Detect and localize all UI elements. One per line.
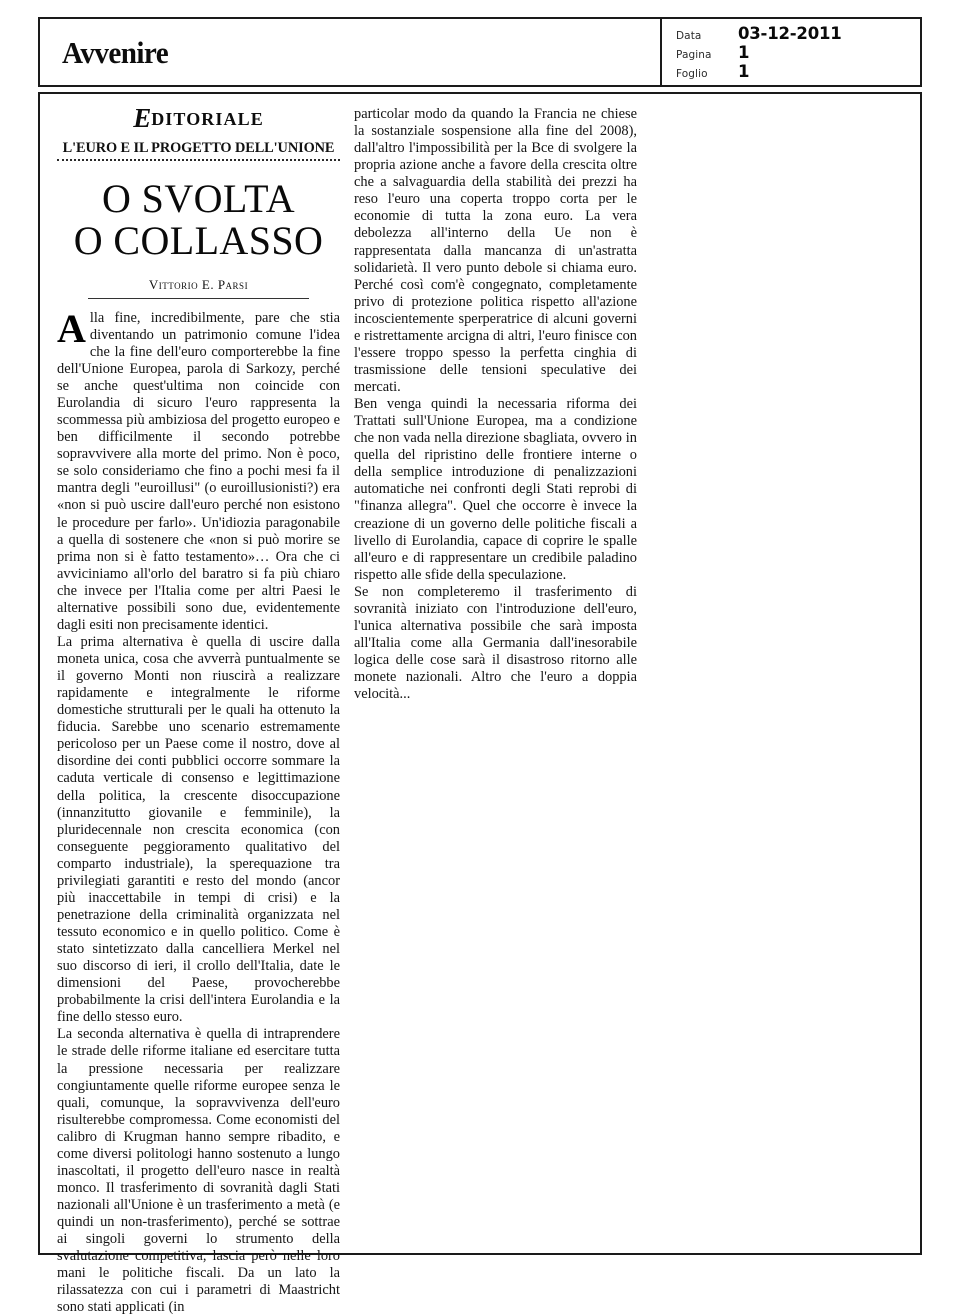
article-headline bbox=[57, 178, 340, 263]
paragraph-right-3: Se non completeremo il trasferimento di sovranità iniziato con l'introduzione dell'euro, l'unica alternativa possibile che sarà imposta all'Italia come alla Germania dall'inesorabile logica delle cose sarà il disastroso ritorno alle monete nazionali. Altro che l'euro a doppia velocità... bbox=[354, 583, 637, 703]
paragraph-right-1: particolar modo da quando la Francia ne chiese la sostanziale sospensione alla fine del 2008), dall'altro l'impossibilità per la Bce di svolgere la propria azione anche a favore della crescita oltre che a salvaguardia della stabilità dei prezzi ha reso l'euro una coperta troppo corta per le economie di tutta la zona euro. La vera debolezza all'interno della Ue non è rappresentata dalla mancanza di un'astratta solidarietà. Il vero punto debole si chiama euro. Perché così com'è congegnato, completamente privo di protezione politica rispetto all'azione incoscientemente sperperatrice di alcuni governi e ristrettamente arcigna di altri, l'euro finisce con l'essere troppo spesso la perfetta cinghia di trasmissione delle tensioni speculative dei mercati. bbox=[354, 106, 637, 395]
headline-line-1: O SVOLTA bbox=[102, 176, 295, 221]
metadata-label-pagina: Pagina bbox=[676, 48, 712, 61]
kicker-divider bbox=[57, 159, 340, 164]
paragraph-intro bbox=[57, 305, 340, 634]
metadata-label-data: Data bbox=[676, 29, 702, 42]
paragraph-left-3: La seconda alternativa è quella di intraprendere le strade delle riforme italiane ed esercitare tutta la pressione necessaria per realizzare congiuntamente quelle riforme europee senza le quali, comunque, la sopravvivenza dell'euro risulterebbe compromessa. Come economisti del calibro di Krugman hanno sempre ribadito, e come diversi politologi hanno sostenuto a lungo inascoltati, il progetto dell'euro nasce in realtà monco. Il trasferimento di sovranità dagli Stati nazionali all'Unione è un trasferimento a metà (e quindi un non-trasferimento), perché se sottrae ai singoli governi lo strumento della svalutazione competitiva, lascia però nelle loro mani le politiche fiscali. Da un lato la rilassatezza con cui i parametri di Maastricht sono stati applicati (in bbox=[57, 1026, 340, 1316]
metadata-value-data: 03-12-2011 bbox=[738, 23, 842, 43]
paragraph-left-2: La prima alternativa è quella di uscire dalla moneta unica, cosa che avverrà puntualmente se il governo Monti non riuscirà a realizzare rapidamente e integralmente le riforme domestiche strutturali per le quali ha ottenuto la fiducia. Sarebbe uno scenario estremamente pericoloso per un Paese come il nostro, dove al disordine dei conti pubblici occorre sommare la caduta verticale di consenso e legittimazione della politica, la crescente disoccupazione (innanzitutto giovanile e femminile), la pluridecennale non crescita economica (con conseguente peggioramento qualitativo del comparto industriale), la sperequazione tra privilegiati garantiti e resto del mondo (ancor più inaccettabile in tempi di crisi) e la penetrazione della criminalità organizzata nel tessuto economico e in quello politico. Come è stato sintetizzato dalla cancelliera Merkel nel suo discorso di ieri, il crollo dell'Italia, date le dimensioni del Paese, provocherebbe probabilmente la crisi dell'intera Eurolandia e la fine dello stesso euro. bbox=[57, 633, 340, 1026]
column-left bbox=[57, 100, 340, 1316]
byline-divider bbox=[88, 298, 309, 299]
editorial-label bbox=[133, 103, 264, 133]
metadata-row-pagina bbox=[676, 43, 920, 62]
editorial-label-rest: DITORIALE bbox=[151, 109, 264, 129]
metadata-value-foglio: 1 bbox=[738, 61, 750, 81]
article-byline: Vittorio E. Parsi bbox=[148, 276, 249, 292]
metadata-box bbox=[660, 17, 922, 87]
drop-cap: A bbox=[57, 305, 86, 351]
headline-line-2: O COLLASSO bbox=[73, 218, 324, 264]
editorial-label-wrap bbox=[57, 103, 340, 133]
metadata-row-foglio bbox=[676, 62, 920, 81]
masthead-box bbox=[38, 17, 660, 87]
article-body-right bbox=[354, 106, 637, 703]
metadata-row-data bbox=[676, 24, 920, 43]
paragraph-intro-text: lla fine, incredibilmente, pare che stia diventando un patrimonio comune l'idea che la fine dell'euro comporterebbe la fine dell'Unione Europea, parola di Sarkozy, perché se anche quest'ultima non coincide con Eurolandia di sicuro l'euro rappresenta la scommessa più ambiziosa del progetto europeo e ben difficilmente il secondo potrebbe sopravvivere alla morte del primo. Non è poco, se solo consideriamo che fino a pochi mesi fa il mantra degli "euroillusi" (o euroillusionisti?) era «non si può uscire dall'euro perché non esistono le procedure per farlo». Un'idiozia paragonabile a quella di sostenere che «non si può morire se prima non si è fatto testamento»… Ora che ci avviciniamo all'orlo del baratro si fa più chiaro che invece per l'Italia come per altri Paesi le alternative possibili sono due, evidentemente dagli esiti non precisamente identici. bbox=[57, 309, 340, 633]
metadata-label-foglio: Foglio bbox=[676, 67, 708, 80]
editorial-label-initial: E bbox=[133, 103, 152, 133]
article-frame bbox=[38, 92, 922, 1316]
clipping-header bbox=[38, 17, 922, 87]
newspaper-masthead: Avvenire bbox=[62, 34, 169, 70]
paragraph-right-2: Ben venga quindi la necessaria riforma dei Trattati sull'Unione Europea, ma a condizione che non vada nella direzione sbagliata, ovvero in quella del ripristino delle frontiere interne o della semplice introduzione di penalizzazioni automatiche nei confronti degli Stati reprobi di "finanza allegra". Quel che occorre è invece la creazione di un governo delle politiche fiscali a livello di Eurolandia, capace di coprire le spalle all'euro e di rappresentare un credibile paladino rispetto alle sfide della speculazione. bbox=[354, 396, 637, 583]
article-kicker: L'EURO E IL PROGETTO DELL'UNIONE bbox=[62, 140, 335, 156]
metadata-value-pagina: 1 bbox=[738, 42, 750, 62]
column-right bbox=[354, 100, 637, 703]
article-columns bbox=[57, 100, 905, 1316]
article-body-left bbox=[57, 305, 340, 1316]
